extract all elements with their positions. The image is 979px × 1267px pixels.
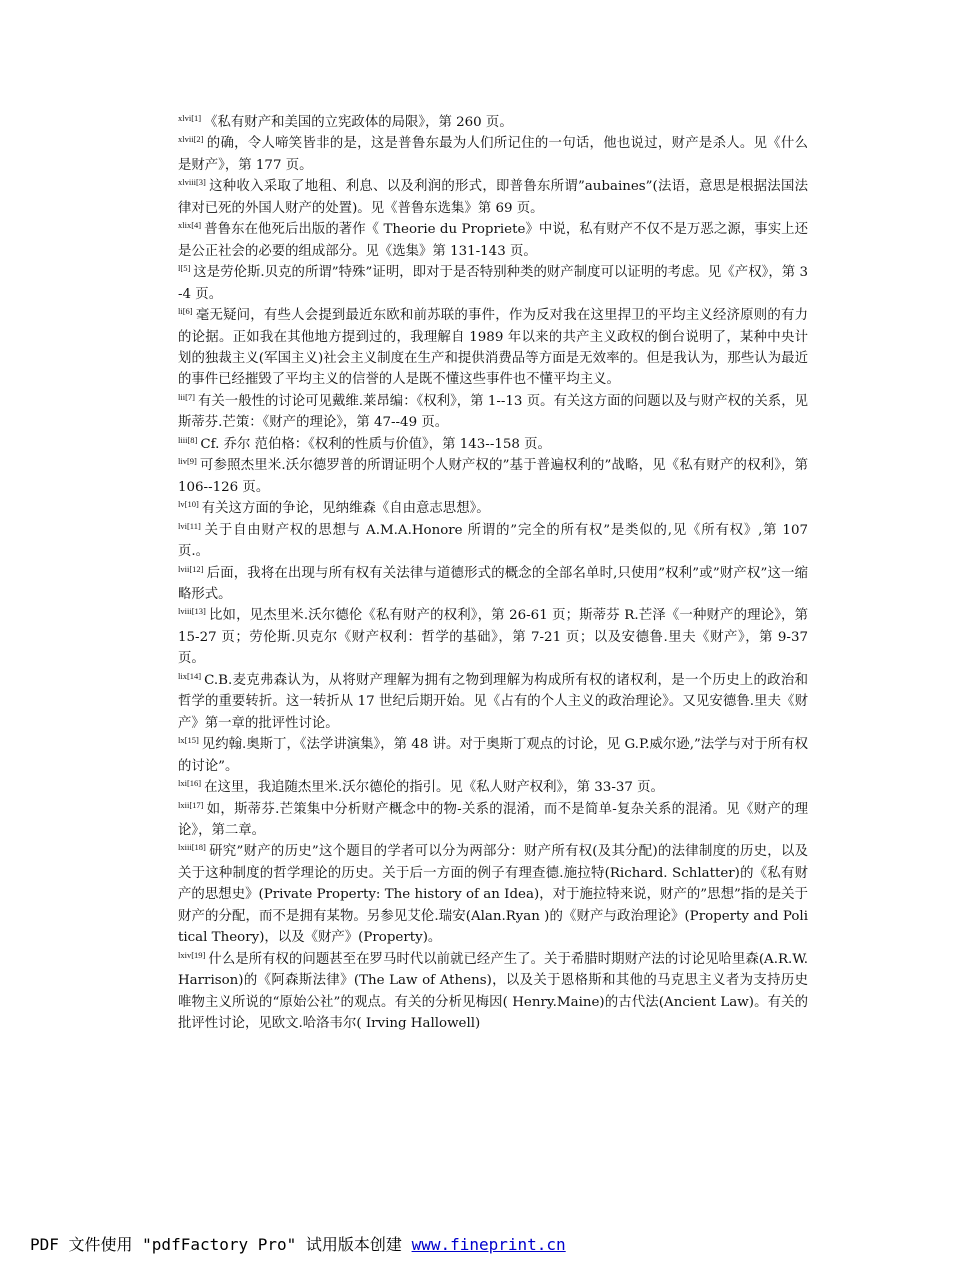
endnote-item (178, 799, 808, 842)
endnote-text: 毫无疑问，有些人会提到最近东欧和前苏联的事件，作为反对我在这里捍卫的平均主义经济原则的有力的论据。正如我在其他地方提到过的，我理解自 1989 年以来的共产主义政权的倒台说明了，某种中央计划的独裁主义(军国主义)社会主义制度在生产和提供消费品等方面是无效率的。但是我认为，那些认为最近的事件已经摧毁了平均主义的信誉的人是既不懂这些事件也不懂平均主义。 (178, 308, 808, 388)
pdf-watermark-footer (30, 1232, 566, 1255)
endnotes-list (178, 112, 808, 1034)
endnote-ref: lxiii[18] (178, 842, 206, 853)
endnote-item (178, 498, 808, 519)
endnote-ref: l[5] (178, 263, 191, 274)
endnote-item (178, 112, 808, 133)
endnote-ref: lxii[17] (178, 799, 204, 810)
endnote-text: 可参照杰里米.沃尔德罗普的所谓证明个人财产权的”基于普遍权利的”战略，见《私有财产的权利》，第 106--126 页。 (178, 458, 808, 495)
endnote-item (178, 391, 808, 434)
endnote-item (178, 219, 808, 262)
endnote-item (178, 455, 808, 498)
endnote-ref: lvii[12] (178, 563, 204, 574)
endnote-item (178, 949, 808, 1035)
endnote-item (178, 605, 808, 669)
endnote-text: 什么是所有权的问题甚至在罗马时代以前就已经产生了。关于希腊时期财产法的讨论见哈里森(A.R.W.Harrison)的《阿森斯法律》(The Law of Athens)，以及关于恩格斯和其他的马克思主义者为支持历史唯物主义所说的“原始公社”的观点。有关的分析见梅因( Henry.Maine)的古代法(Ancient Law)。有关的批评性讨论，见欧文.哈洛韦尔( Irving Hallowell) (178, 951, 808, 1032)
endnote-text: 后面，我将在出现与所有权有关法律与道德形式的概念的全部名单时,只使用”权利”或”财产权”这一缩略形式。 (178, 565, 808, 602)
endnote-item (178, 176, 808, 219)
endnote-ref: liii[8] (178, 434, 198, 445)
endnote-text: C.B.麦克弗森认为，从将财产理解为拥有之物到理解为构成所有权的诸权利，是一个历史上的政治和哲学的重要转折。这一转折从 17 世纪后期开始。见《占有的个人主义的政治理论》。又见安德鲁.里夫《财产》第一章的批评性讨论。 (178, 672, 808, 731)
endnote-text: 这是劳伦斯.贝克的所谓”特殊”证明，即对于是否特别种类的财产制度可以证明的考虑。见《产权》，第 3-4 页。 (178, 265, 808, 302)
endnote-ref: xlix[4] (178, 220, 202, 231)
endnote-text: 在这里，我追随杰里米.沃尔德伦的指引。见《私人财产权利》，第 33-37 页。 (204, 780, 664, 796)
endnote-item (178, 670, 808, 734)
endnote-text: 有关这方面的争论，见纳维森《自由意志思想》。 (201, 501, 490, 517)
endnote-ref: liv[9] (178, 456, 197, 467)
endnote-ref: xlvii[2] (178, 134, 204, 145)
endnote-text: 《私有财产和美国的立宪政体的局限》，第 260 页。 (204, 115, 513, 130)
endnote-item (178, 520, 808, 563)
endnote-item (178, 563, 808, 606)
endnote-text: 普鲁东在他死后出版的著作《 Theorie du Propriete》中说，私有财产不仅不是万恶之源，事实上还是公正社会的必要的组成部分。见《选集》第 131-143 页。 (178, 222, 808, 259)
endnote-text: Cf. 乔尔 范伯格：《权利的性质与价值》，第 143--158 页。 (200, 436, 551, 452)
endnote-text: 如，斯蒂芬.芒策集中分析财产概念中的物-关系的混淆，而不是简单-复杂关系的混淆。见《财产的理论》，第二章。 (178, 801, 808, 838)
endnote-ref: lvi[11] (178, 520, 201, 531)
endnote-ref: li[6] (178, 306, 193, 317)
footer-link[interactable]: www.fineprint.cn (411, 1235, 566, 1254)
footer-text: PDF 文件使用 "pdfFactory Pro" 试用版本创建 (30, 1235, 412, 1254)
endnote-text: 这种收入采取了地租、利息、以及利润的形式，即普鲁东所谓”aubaines”(法语，意思是根据法国法律对已死的外国人财产的处置)。见《普鲁东选集》第 69 页。 (178, 179, 808, 216)
endnote-text: 研究”财产的历史”这个题目的学者可以分为两部分：财产所有权(及其分配)的法律制度的历史，以及关于这种制度的哲学理论的历史。关于后一方面的例子有理查德.施拉特(Richard. Schlatter)的《私有财产的思想史》(Private Property: The history of an Idea)，对于施拉特来说，财产的”思想”指的是关于财产的分配，而不是拥有某物。另参见艾伦.瑞安(Alan.Ryan )的《财产与政治理论》(Property and Political Theory)，以及《财产》(Property)。 (178, 844, 808, 946)
endnote-text: 关于自由财产权的思想与 A.M.A.Honore 所谓的”完全的所有权”是类似的,见《所有权》,第 107 页.。 (178, 522, 808, 560)
endnote-ref: lv[10] (178, 499, 199, 510)
endnote-item (178, 434, 808, 455)
endnote-ref: lx[15] (178, 735, 199, 746)
endnote-ref: lix[14] (178, 670, 202, 681)
endnote-ref: lii[7] (178, 391, 195, 402)
endnote-item (178, 262, 808, 305)
endnote-ref: xlvi[1] (178, 113, 202, 123)
endnote-item (178, 841, 808, 948)
endnote-text: 见约翰.奥斯丁，《法学讲演集》，第 48 讲。对于奥斯丁观点的讨论，见 G.P.威尔逊,”法学与对于所有权的讨论”。 (178, 737, 808, 774)
endnote-text: 比如，见杰里米.沃尔德伦《私有财产的权利》，第 26-61 页；斯蒂芬 R.芒泽《一种财产的理论》，第 15-27 页；劳伦斯.贝克尔《财产权利：哲学的基础》，第 7-21 页；以及安德鲁.里夫《财产》，第 9-37 页。 (178, 608, 808, 667)
endnote-item (178, 133, 808, 176)
endnote-ref: lxiv[19] (178, 949, 206, 960)
endnote-text: 有关一般性的讨论可见戴维.莱昂编：《权利》，第 1--13 页。有关这方面的问题以及与财产权的关系，见斯蒂芬.芒策：《财产的理论》，第 47--49 页。 (178, 393, 808, 431)
endnote-ref: xlviii[3] (178, 177, 206, 188)
endnote-item (178, 777, 808, 798)
endnote-item (178, 734, 808, 777)
endnote-text: 的确，令人啼笑皆非的是，这是普鲁东最为人们所记住的一句话，他也说过，财产是杀人。见《什么是财产》，第 177 页。 (178, 136, 808, 173)
endnote-item (178, 305, 808, 391)
endnote-ref: lviii[13] (178, 606, 206, 617)
endnote-ref: lxi[16] (178, 778, 202, 789)
